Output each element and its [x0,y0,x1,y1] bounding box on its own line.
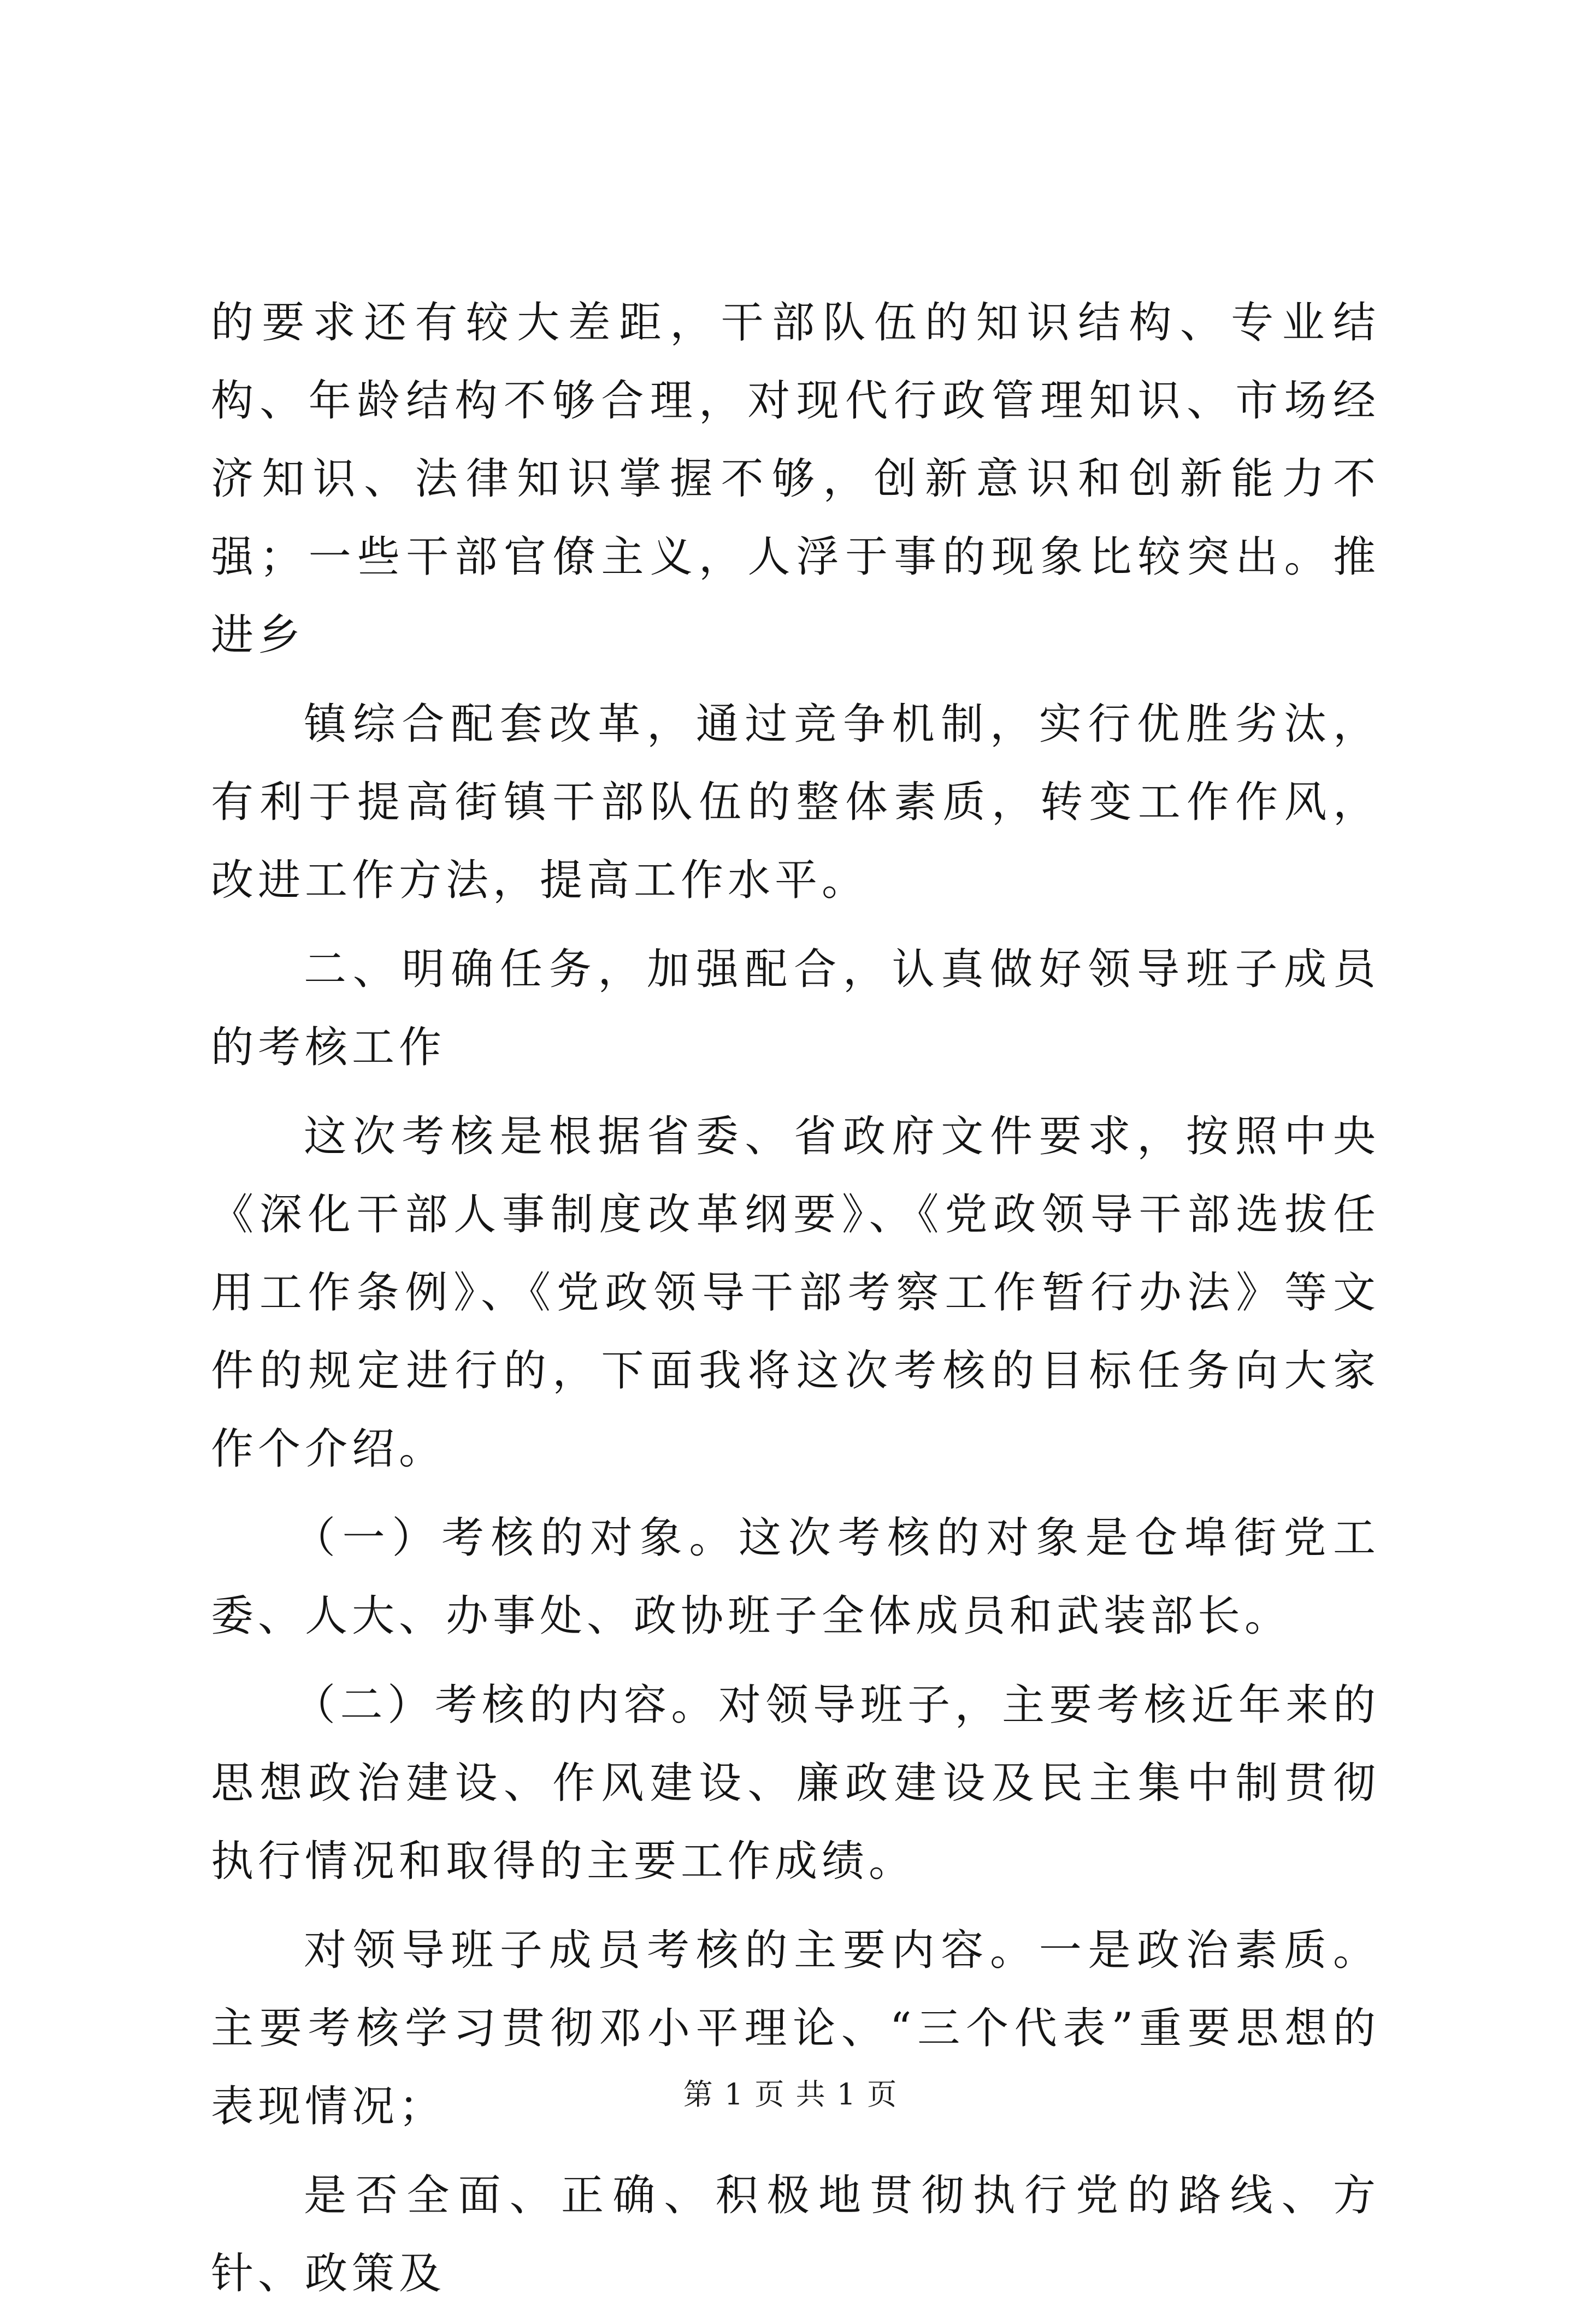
paragraph-2: 镇综合配套改革，通过竞争机制，实行优胜劣汰，有利于提高街镇干部队伍的整体素质，转变工作作风，改进工作方法，提高工作水平。 [211,700,1380,905]
document-body [211,284,1380,2324]
paragraph-7: 是否全面、正确、积极地贯彻执行党的路线、方针、政策及 [211,2171,1380,2298]
paragraph-6: 对领导班子成员考核的主要内容。一是政治素质。主要考核学习贯彻邓小平理论、“三个代表”重要思想的表现情况； [211,1926,1380,2131]
section-heading-2: 二、明确任务，加强配合，认真做好领导班子成员的考核工作 [211,945,1380,1072]
paragraph-1: 的要求还有较大差距，干部队伍的知识结构、专业结构、年龄结构不够合理，对现代行政管理知识、市场经济知识、法律知识掌握不够，创新意识和创新能力不强；一些干部官僚主义，人浮于事的现象比较突出。推进乡 [211,298,1380,660]
paragraph-5: （二）考核的内容。对领导班子，主要考核近年来的思想政治建设、作风建设、廉政建设及民主集中制贯彻执行情况和取得的主要工作成绩。 [211,1681,1380,1886]
paragraph-3: 这次考核是根据省委、省政府文件要求，按照中央《深化干部人事制度改革纲要》、《党政领导干部选拔任用工作条例》、《党政领导干部考察工作暂行办法》等文件的规定进行的，下面我将这次考核的目标任务向大家作个介绍。 [211,1112,1380,1474]
page-footer: 第 1 页 共 1 页 [683,2077,898,2112]
paragraph-4: （一）考核的对象。这次考核的对象是仓埠街党工委、人大、办事处、政协班子全体成员和武装部长。 [211,1513,1380,1641]
